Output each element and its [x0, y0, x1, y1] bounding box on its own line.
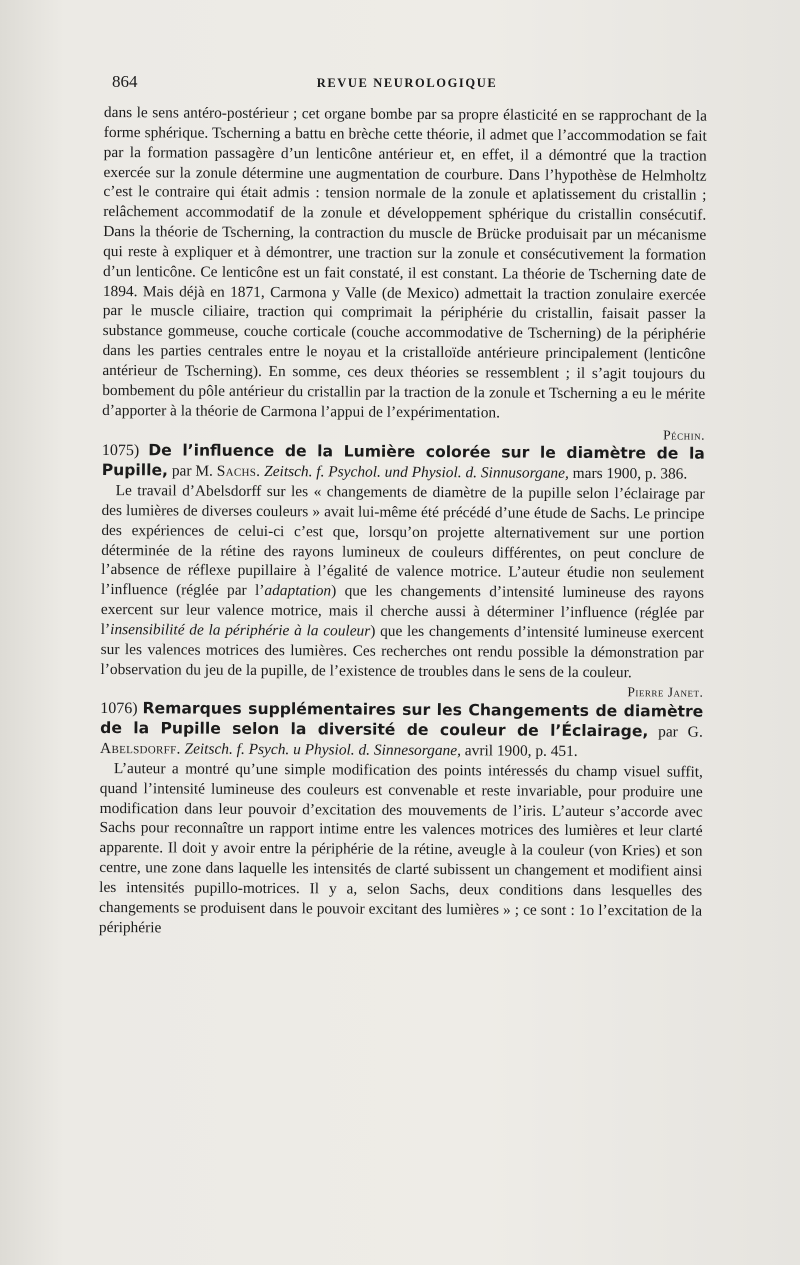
entry-title: Remarques supplémentaires sur les Changements de diamètre de la Pupille selon la diversité de couleur de l’Éclairage,: [100, 699, 704, 741]
running-title: REVUE NEUROLOGIQUE: [316, 76, 498, 90]
entry-by: par: [658, 723, 678, 741]
entry-number: 1075): [101, 442, 140, 460]
body-term-insensibilite: insensibilité de la périphérie à la couleur: [110, 620, 371, 640]
body-text: ) que les changements d’intensité lumineuse exercent sur les valences motrices des lumières. Ces recherches ont rendu possible la démonstration par l’observation du jeu de la pupille, de l’existence de troubles dans le sens de la couleur.: [100, 622, 704, 681]
entry-1075-heading: [102, 441, 705, 484]
page-content: [99, 103, 707, 941]
page-header: [112, 72, 702, 98]
signature-pierre-janet: Pierre Janet.: [627, 684, 704, 701]
entry-1076-heading: [100, 699, 703, 762]
signature-pechin: Péchin.: [663, 426, 706, 443]
entry-journal: Zeitsch. f. Psych. u Physiol. d. Sinnesorgane,: [184, 740, 462, 760]
entry-date: mars 1900, p. 386.: [572, 465, 688, 483]
body-text: Le travail d’Abelsdorff sur les « changements de diamètre de la pupille selon l’éclairage par des lumières de diverses couleurs » avait lui-même été précédé d’une étude de Sachs. Le principe des expériences de celui-ci c’est que, lorsqu’on projette alternativement sur une portion déterminée de la rétine des rayons lumineux de couleurs différentes, on peut conclure de l’absence de réflexe pupillaire à l’égalité de valence motrice. L’auteur étudie non seulement l’influence (réglée par l’: [100, 482, 705, 600]
body-text: ) que les changements d’intensité lumineuse des rayons exercent sur leur valence motrice, mais il cherche aussi à déterminer l’influence (réglée par l’: [100, 582, 705, 638]
entry-author: Sachs.: [216, 462, 261, 481]
entry-by: par M.: [171, 462, 213, 480]
entry-1076-body: L’auteur a montré qu’une simple modification des points intéressés du champ visuel suffit, quand l’intensité lumineuse des couleurs est convenable et reste invariable, pour produire une modification dans leur pouvoir d’excitation des mouvements de l’iris. L’auteur s’accorde avec Sachs pour reconnaître un rapport intime entre les valences motrices des lumières et leur clarté apparente. Il doit y avoir entre la périphérie de la rétine, aveugle à la couleur (von Kries) et son centre, une zone dans laquelle les intensités de clarté subissent un changement et modifient ainsi les intensités pupillo-motrices. Il y a, selon Sachs, deux conditions dans lesquelles des changements se produisent dans le pouvoir excitant des lumières » ; ce sont : 1o l’excitation de la périphérie: [98, 759, 703, 936]
continuation-paragraph: dans le sens antéro-postérieur ; cet organe bombe par sa propre élasticité en se rapprochant de la forme sphérique. Tscherning a battu en brèche cette théorie, il admet que l’accommodation se fait par la formation passagère d’un lenticône antérieur et, en effet, il a démontré que la traction exercée sur la zonule détermine une augmentation de courbure. Dans l’hypothèse de Helmholtz c’est le contraire qui était admis : tension normale de la zonule et aplatissement du cristallin ; relâchement accommodatif de la zonule et développement sphérique du cristallin consécutif. Dans la théorie de Tscherning, la contraction du muscle de Brücke produisait par un mécanisme qui reste à expliquer et à démontrer, une traction sur la zonule et consécutivement la formation d’un lenticône. Ce lenticône est un fait constaté, il est constant. La théorie de Tscherning date de 1894. Mais déjà en 1871, Carmona y Valle (de Mexico) admettait la traction zonulaire exercée par le muscle ciliaire, traction qui comprimait la périphérie du cristallin, faisait passer la substance gommeuse, couche corticale (couche accommodative de Tscherning) de la périphérie dans les parties centrales entre le noyau et la cristalloïde antérieure principalement (lenticône antérieur de Tscherning). En somme, ces deux théories se ressemblent ; il s’agit toujours du bombement du pôle antérieur du cristallin par la traction de la zonule et Tscherning a eu le mérite d’apporter à la théorie de Carmona l’appui de l’expérimentation.: [102, 103, 707, 422]
body-term-adaptation: adaptation: [264, 582, 332, 600]
page-number: 864: [112, 72, 138, 91]
entry-date: avril 1900, p. 451.: [464, 742, 578, 760]
entry-number: 1076): [100, 700, 138, 718]
entry-1075-body: [100, 481, 704, 703]
entry-author: G. Abelsdorff.: [100, 723, 704, 758]
entry-journal: Zeitsch. f. Psychol. und Physiol. d. Sinnusorgane,: [264, 463, 569, 483]
entry-title: De l’influence de la Lumière colorée sur le diamètre de la Pupille,: [101, 441, 705, 480]
